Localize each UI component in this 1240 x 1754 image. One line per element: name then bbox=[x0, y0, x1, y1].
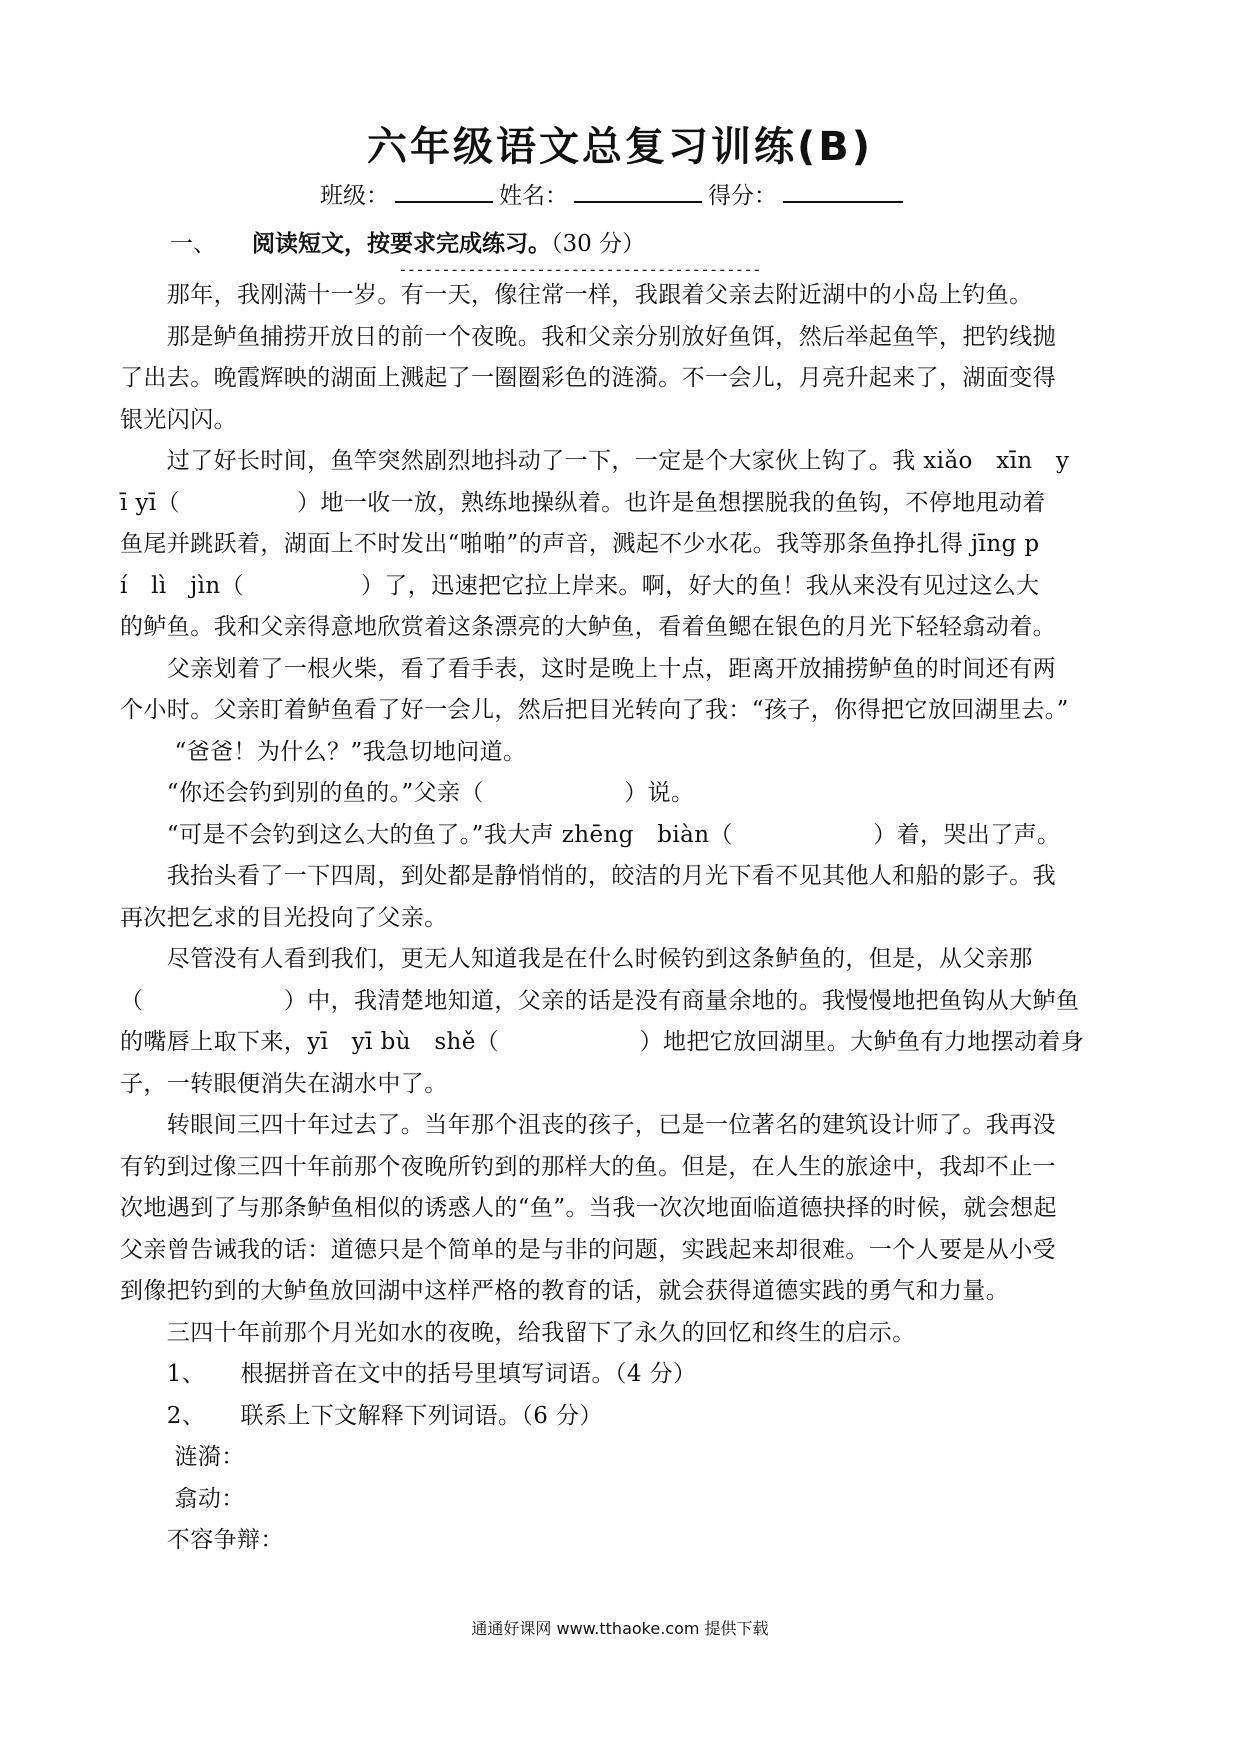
passage-line: 银光闪闪。 bbox=[120, 406, 237, 433]
score-blank[interactable] bbox=[783, 179, 903, 203]
passage-line: ī yī（ ）地一收一放，熟练地操纵着。也许是鱼想摆脱我的鱼钩，不停地甩动着 bbox=[120, 489, 1046, 516]
footer-credit: 通通好课网 www.tthaoke.com 提供下载 bbox=[471, 1619, 769, 1638]
passage-line: 那是鲈鱼捕捞开放日的前一个夜晚。我和父亲分别放好鱼饵，然后举起鱼竿，把钓线抛 bbox=[120, 323, 1056, 350]
passage-line: 鱼尾并跳跃着，湖面上不时发出“啪啪”的声音，溅起不少水花。我等那条鱼挣扎得 jīng p bbox=[120, 531, 1040, 557]
name-blank[interactable] bbox=[574, 179, 702, 203]
passage-line: 1、 根据拼音在文中的括号里填写词语。（4 分） bbox=[120, 1361, 697, 1387]
name-label: 姓名： bbox=[499, 183, 568, 209]
passage-line: 个小时。父亲盯着鲈鱼看了好一会儿，然后把目光转向了我：“孩子，你得把它放回湖里去。” bbox=[120, 697, 1069, 723]
passage-line: 再次把乞求的目光投向了父亲。 bbox=[120, 904, 448, 931]
score-label: 得分： bbox=[708, 183, 777, 209]
page-title: 六年级语文总复习训练(B) bbox=[366, 124, 874, 170]
divider-line: ------------------------------------------ bbox=[398, 260, 761, 279]
passage-line: “爸爸！为什么？”我急切地问道。 bbox=[120, 738, 527, 765]
section-points: （30 分） bbox=[551, 231, 646, 257]
passage-line: （ ）中，我清楚地知道，父亲的话是没有商量余地的。我慢慢地把鱼钩从大鲈鱼 bbox=[120, 987, 1080, 1014]
passage-line: 父亲曾告诫我的话：道德只是个简单的是与非的问题，实践起来却很难。一个人要是从小受 bbox=[120, 1236, 1056, 1263]
passage-line: “你还会钓到别的鱼的。”父亲（ ）说。 bbox=[120, 780, 695, 806]
passage-line: 2、 联系上下文解释下列词语。（6 分） bbox=[120, 1402, 603, 1429]
passage-line: 了出去。晚霞辉映的湖面上溅起了一圈圈彩色的涟漪。不一会儿，月亮升起来了，湖面变得 bbox=[120, 365, 1056, 391]
passage-line: “可是不会钓到这么大的鱼了。”我大声 zhēng biàn（ ）着，哭出了声。 bbox=[120, 821, 1061, 848]
section-number: 一、 bbox=[170, 231, 216, 257]
passage-line: 不容争辩： bbox=[120, 1527, 284, 1553]
passage-line: 到像把钓到的大鲈鱼放回湖中这样严格的教育的话，就会获得道德实践的勇气和力量。 bbox=[120, 1278, 1010, 1304]
passage-line: 的嘴唇上取下来，yī yī bù shě（ ）地把它放回湖里。大鲈鱼有力地摆动着身 bbox=[120, 1029, 1085, 1055]
passage-line: 有钓到过像三四十年前那个夜晚所钓到的那样大的鱼。但是，在人生的旅途中，我却不止一 bbox=[120, 1153, 1056, 1180]
passage-line: 父亲划着了一根火柴，看了看手表，这时是晚上十点，距离开放捕捞鲈鱼的时间还有两 bbox=[120, 655, 1056, 682]
passage-line: 涟漪： bbox=[120, 1444, 245, 1470]
passage-line: 子，一转眼便消失在湖水中了。 bbox=[120, 1070, 448, 1097]
passage-line: 次地遇到了与那条鲈鱼相似的诱惑人的“鱼”。当我一次次地面临道德抉择的时候，就会想起 bbox=[120, 1195, 1057, 1221]
passage-line: 尽管没有人看到我们，更无人知道我是在什么时候钓到这条鲈鱼的，但是，从父亲那 bbox=[120, 946, 1033, 972]
section-title: 阅读短文，按要求完成练习。 bbox=[252, 231, 551, 257]
student-info-row bbox=[320, 177, 909, 210]
passage-line: 翕动： bbox=[120, 1485, 245, 1512]
passage-line: 那年，我刚满十一岁。有一天，像往常一样，我跟着父亲去附近湖中的小岛上钓鱼。 bbox=[120, 282, 1033, 308]
passage-line: 转眼间三四十年过去了。当年那个沮丧的孩子，已是一位著名的建筑设计师了。我再没 bbox=[120, 1112, 1056, 1138]
class-label: 班级： bbox=[320, 183, 389, 209]
passage-line: 的鲈鱼。我和父亲得意地欣赏着这条漂亮的大鲈鱼，看着鱼鳃在银色的月光下轻轻翕动着。 bbox=[120, 614, 1056, 640]
class-blank[interactable] bbox=[395, 179, 493, 203]
passage-line: 过了好长时间，鱼竿突然剧烈地抖动了一下，一定是个大家伙上钩了。我 xiǎo xīn y bbox=[120, 448, 1070, 474]
section-heading bbox=[170, 225, 645, 258]
passage-line: 三四十年前那个月光如水的夜晚，给我留下了永久的回忆和终生的启示。 bbox=[120, 1319, 916, 1346]
passage-line: í lì jìn（ ）了，迅速把它拉上岸来。啊，好大的鱼！我从来没有见过这么大 bbox=[120, 572, 1040, 599]
passage-line: 我抬头看了一下四周，到处都是静悄悄的，皎洁的月光下看不见其他人和船的影子。我 bbox=[120, 863, 1056, 889]
